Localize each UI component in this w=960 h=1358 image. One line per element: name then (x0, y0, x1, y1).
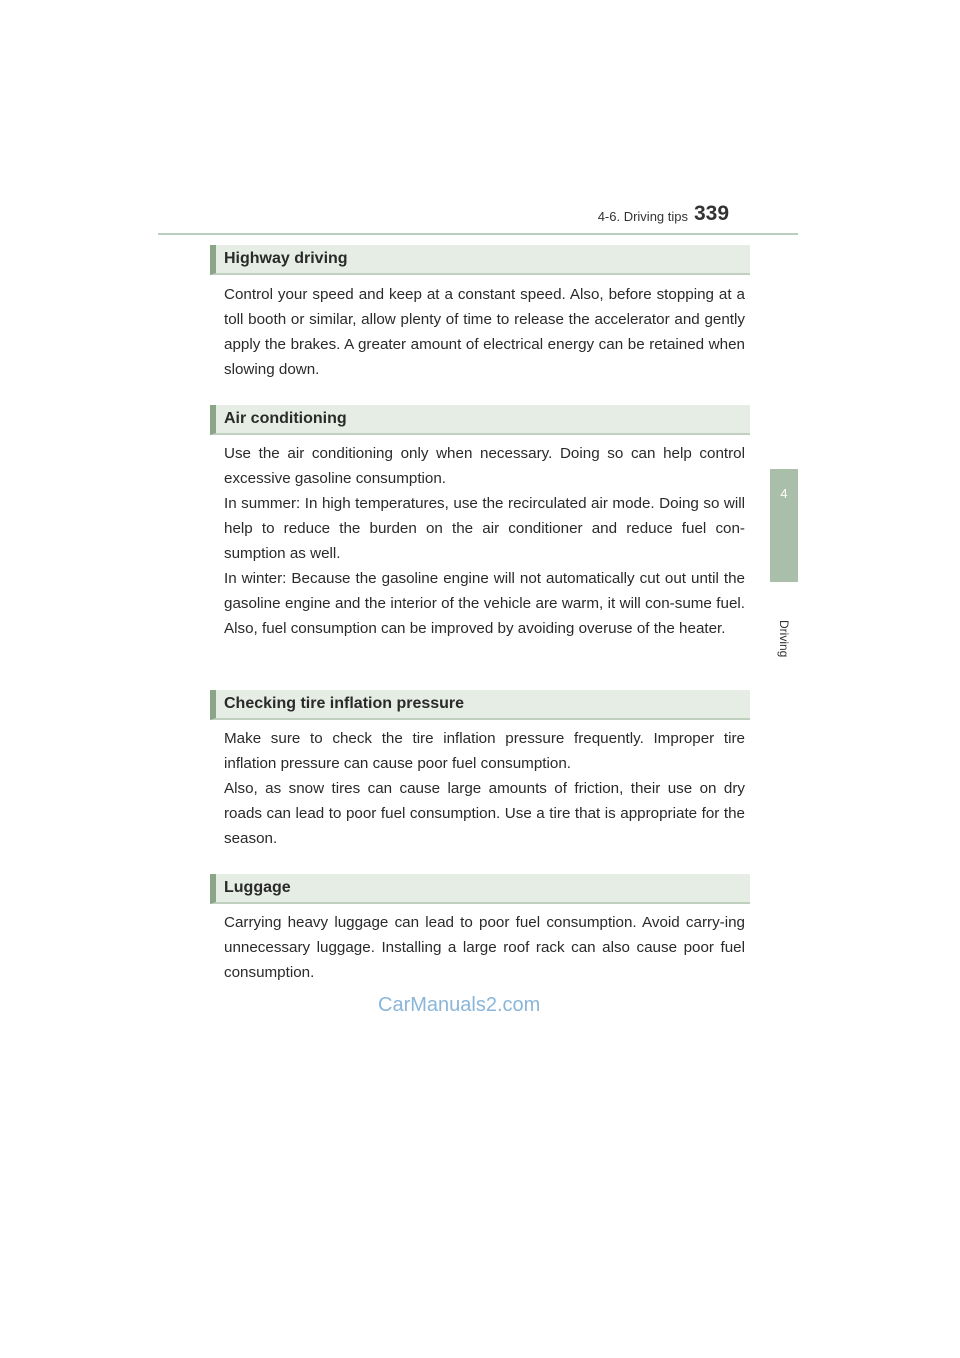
paragraph: Carrying heavy luggage can lead to poor fuel consumption. Avoid carry-ing unnecessary luggage. Installing a large roof rack can also cause poor fuel consumption. (224, 914, 745, 981)
paragraph: Also, as snow tires can cause large amounts of friction, their use on dry roads can lead to poor fuel consumption. Use a tire that is appropriate for the season. (224, 780, 745, 847)
chapter-number: 4 (780, 486, 788, 501)
header-divider (158, 233, 798, 235)
paragraph: Make sure to check the tire inflation pressure frequently. Improper tire inflation pressure can cause poor fuel consumption. (224, 730, 745, 772)
paragraph: In winter: Because the gasoline engine will not automatically cut out until the gasoline engine and the interior of the vehicle are warm, it will con-sume fuel. Also, fuel consumption can be improved by avoiding overuse of the heater. (224, 570, 745, 637)
section-heading-highway-driving: Highway driving (210, 245, 750, 275)
paragraph: Use the air conditioning only when necessary. Doing so can help control excessive gasoline consumption. (224, 445, 745, 487)
section-body-highway-driving (224, 282, 745, 382)
paragraph: In summer: In high temperatures, use the recirculated air mode. Doing so will help to reduce the burden on the air conditioner and reduce fuel con-sumption as well. (224, 495, 745, 562)
section-body-air-conditioning (224, 441, 745, 641)
paragraph: Control your speed and keep at a constant speed. Also, before stopping at a toll booth or similar, allow plenty of time to release the accelerator and gently apply the brakes. A greater amount of electrical energy can be retained when slowing down. (224, 286, 745, 378)
section-heading-luggage: Luggage (210, 874, 750, 904)
watermark: CarManuals2.com (378, 994, 541, 1016)
header-section-title: 4-6. Driving tips (597, 209, 688, 224)
section-body-luggage (224, 910, 745, 985)
section-heading-air-conditioning: Air conditioning (210, 405, 750, 435)
chapter-label: Driving (777, 620, 791, 658)
section-heading-tire-pressure: Checking tire inflation pressure (210, 690, 750, 720)
page-number: 339 (694, 202, 730, 225)
section-body-tire-pressure (224, 726, 745, 851)
